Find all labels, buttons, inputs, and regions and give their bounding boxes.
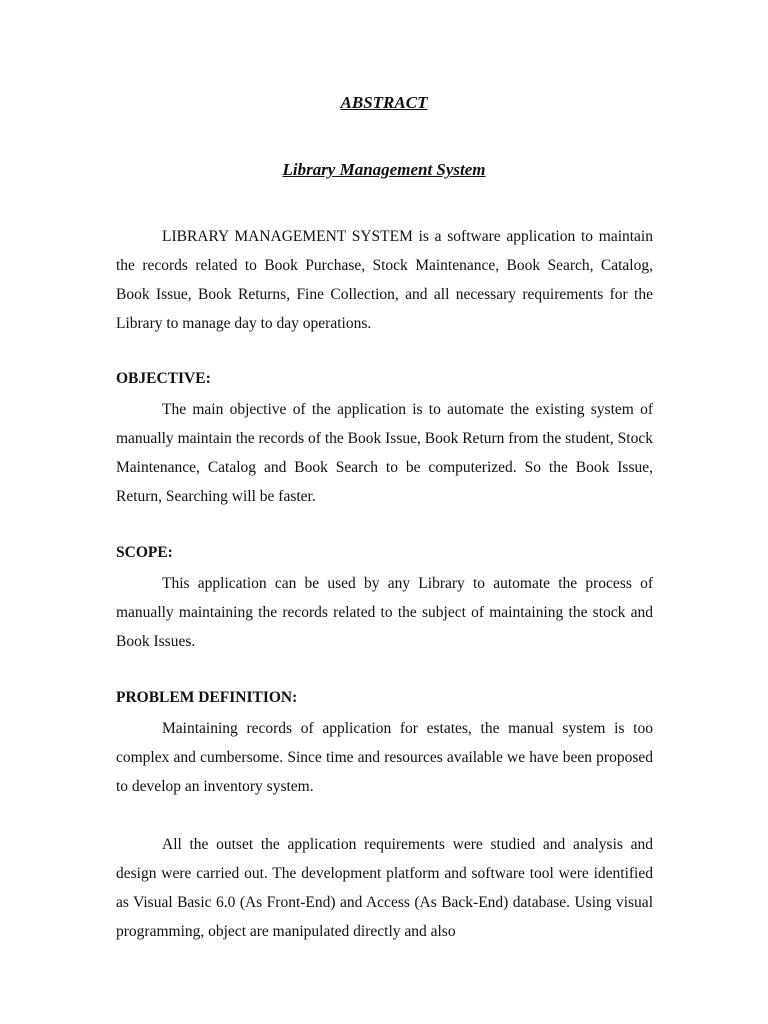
document-subtitle: Library Management System xyxy=(282,160,486,179)
intro-paragraph: LIBRARY MANAGEMENT SYSTEM is a software application to maintain the records related to Book Purchase, Stock Maintenance, Book Search, Catalog, Book Issue, Book Returns, Fine Collection, and all necessary requirements for the Library to manage day to day operations. xyxy=(116,228,653,332)
objective-heading: OBJECTIVE: xyxy=(116,370,211,387)
page-title: ABSTRACT xyxy=(340,93,428,112)
scope-paragraph: This application can be used by any Library to automate the process of manually maintaining the records related to the subject of maintaining the stock and Book Issues. xyxy=(116,575,653,650)
problem-definition-paragraph: Maintaining records of application for estates, the manual system is too complex and cumbersome. Since time and resources available we have been proposed to develop an inventory system. xyxy=(116,720,653,795)
scope-heading: SCOPE: xyxy=(116,544,173,561)
outset-paragraph: All the outset the application requirements were studied and analysis and design were carried out. The development platform and software tool were identified as Visual Basic 6.0 (As Front-End) and Access (As Back-End) database. Using visual programming, object are manipulated directly and also xyxy=(116,836,653,940)
objective-paragraph: The main objective of the application is to automate the existing system of manually maintain the records of the Book Issue, Book Return from the student, Stock Maintenance, Catalog and Book Search to be computerized. So the Book Issue, Return, Searching will be faster. xyxy=(116,401,653,505)
problem-definition-heading: PROBLEM DEFINITION: xyxy=(116,689,298,706)
